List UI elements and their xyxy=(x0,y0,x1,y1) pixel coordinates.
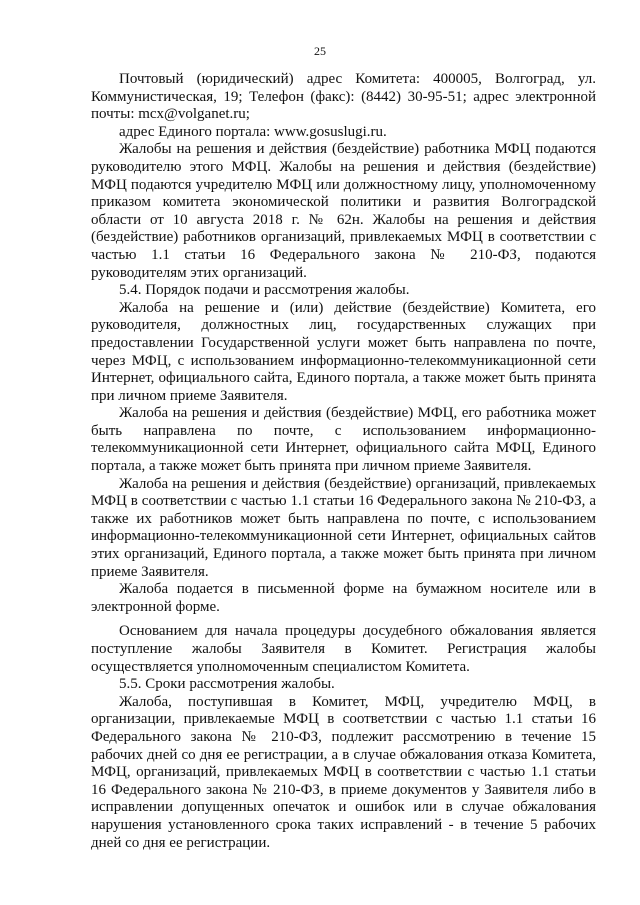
paragraph-complaint-form: Жалоба подается в письменной форме на бумажном носителе или в электронной форме. xyxy=(91,581,596,615)
paragraph-complaint-organizations: Жалоба на решения и действия (бездействие) организаций, привлекаемых МФЦ в соответствии с частью 1.1 статьи 16 Федерального закона № 210-ФЗ, а также их работников может быть направлена по почте, с использованием информационно-телекоммуникационной сети Интернет, официальных сайтов этих организаций, Единого портала, а также может быть принята при личном приеме Заявителя. xyxy=(91,475,596,580)
paragraph-portal-address: адрес Единого портала: www.gosuslugi.ru. xyxy=(119,123,387,140)
paragraph-complaint-recipients: Жалобы на решения и действия (бездействие) работника МФЦ подаются руководителю этого МФЦ. Жалобы на решения и действия (бездействие) МФЦ подаются учредителю МФЦ или должностному лицу, уполномоченному приказом комитета экономической политики и развития Волгоградской области от 10 августа 2018 г. № 62н. Жалобы на решения и действия (бездействие) работников организаций, привлекаемых МФЦ в соответствии с частью 1.1 статьи 16 Федерального закона № 210-ФЗ, подаются руководителям этих организаций. xyxy=(91,141,596,281)
page-number: 25 xyxy=(314,44,326,58)
paragraph-complaint-committee: Жалоба на решение и (или) действие (бездействие) Комитета, его руководителя, должностных лиц, государственных служащих при предоставлении Государственной услуги может быть направлена по почте, через МФЦ, с использованием информационно-телекоммуникационной сети Интернет, официального сайта, Единого портала, а также может быть принята при личном приеме Заявителя. xyxy=(91,299,596,404)
paragraph-postal-address: Почтовый (юридический) адрес Комитета: 400005, Волгоград, ул. Коммунистическая, 19; Телефон (факс): (8442) 30-95-51; адрес электронной почты: mcx@volganet.ru; xyxy=(91,71,596,123)
paragraph-complaint-mfc: Жалоба на решения и действия (бездействие) МФЦ, его работника может быть направлена по почте, с использованием информационно-телекоммуникационной сети Интернет, официального сайта МФЦ, Единого портала, а также может быть принята при личном приеме Заявителя. xyxy=(91,405,596,475)
paragraph-review-terms: Жалоба, поступившая в Комитет, МФЦ, учредителю МФЦ, в организации, привлекаемые МФЦ в соответствии с частью 1.1 статьи 16 Федерального закона № 210-ФЗ, подлежит рассмотрению в течение 15 рабочих дней со дня ее регистрации, а в случае обжалования отказа Комитета, МФЦ, организаций, привлекаемых МФЦ в соответствии с частью 1.1 статьи 16 Федерального закона № 210-ФЗ, в приеме документов у Заявителя либо в исправлении допущенных опечаток и ошибок или в случае обжалования нарушения установленного срока таких исправлений - в течение 5 рабочих дней со дня ее регистрации. xyxy=(91,693,596,851)
section-heading-5-4: 5.4. Порядок подачи и рассмотрения жалобы. xyxy=(119,282,410,299)
section-heading-5-5: 5.5. Сроки рассмотрения жалобы. xyxy=(119,676,335,693)
paragraph-procedure-basis: Основанием для начала процедуры досудебного обжалования является поступление жалобы Заявителя в Комитет. Регистрация жалобы осуществляется уполномоченным специалистом Комитета. xyxy=(91,623,596,675)
document-body xyxy=(91,71,596,852)
